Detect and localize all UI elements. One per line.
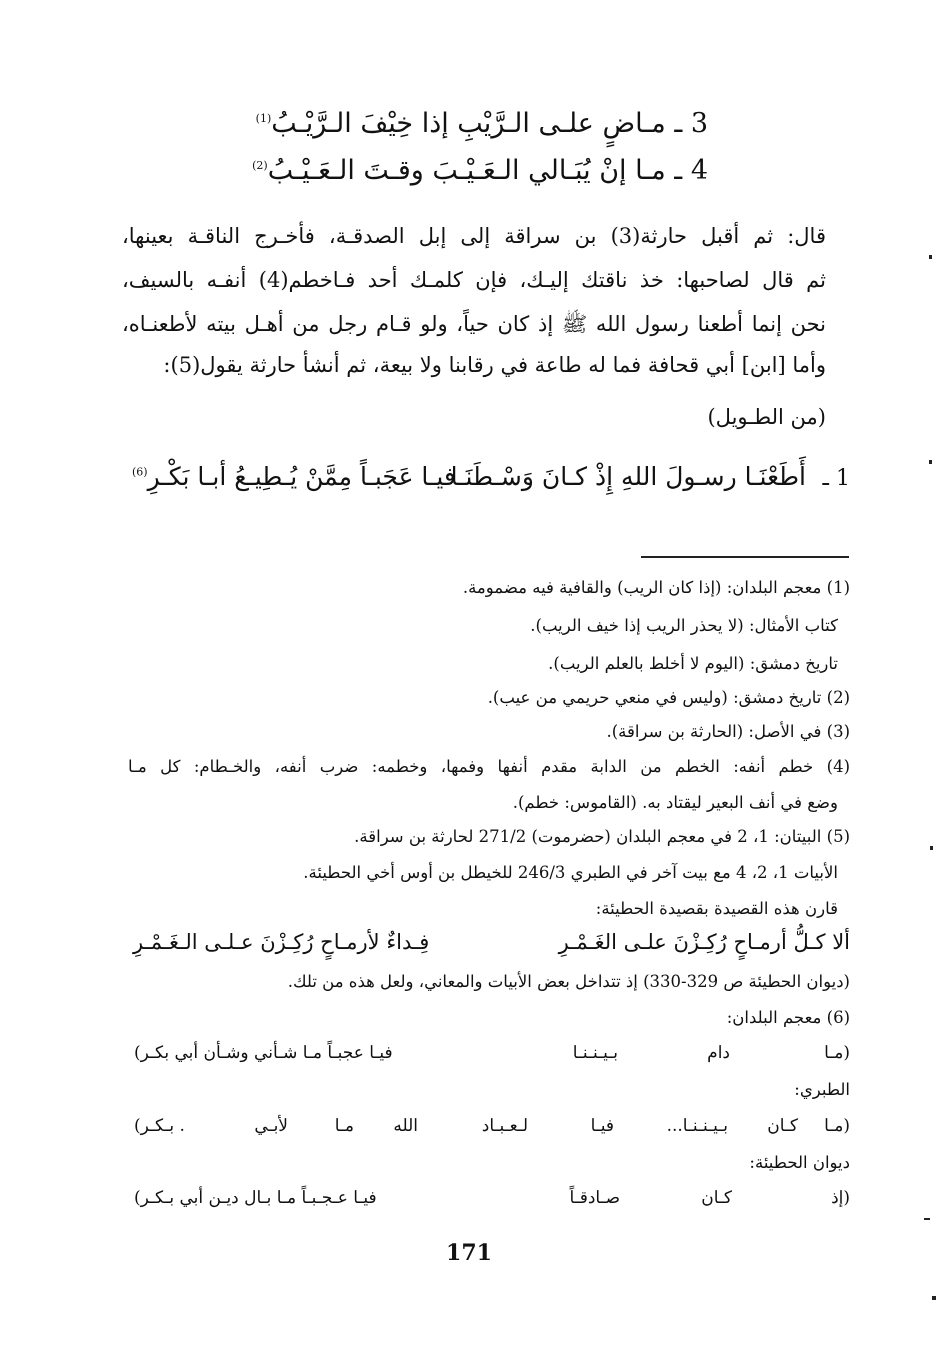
footnote-1-line-2: كتاب الأمثال: (لا يحذر الريب إذا خيف الريب). — [530, 616, 838, 635]
footnote-5-line-2: الأبيات 1، 2، 4 مع بيت آخر في الطبري 246/3 للخيطل بن أوس أخي الحطيئة. — [303, 863, 838, 882]
fn6-variant-2-w2: كـان — [767, 1116, 798, 1136]
fn6-label-hutayah: ديوان الحطيئة: — [749, 1153, 850, 1172]
body-line-3: نحن إنما أطعنا رسول الله ﷺ إذ كان حياً، ولو قـام رجل من أهـل بيته لأطعنـاه، — [122, 312, 826, 336]
verse-4-text: 4 ـ مـا إنْ يُبَـالي الـعَـيْـبَ وقـتَ الـعَـيْـبُ — [267, 155, 708, 186]
fn6-variant-2-w7: مـا — [334, 1116, 354, 1136]
footnote-5-verse-second: فِـداءٌ لأرمـاحٍ رُكِـزْنَ عـلـى الـغَـمْـرِ — [133, 930, 430, 954]
scan-speck — [929, 255, 932, 259]
fn6-variant-3-w1: (إذ — [831, 1188, 850, 1208]
verse-main-second-text: فيـا عَجَبـاً مِمَّنْ يُـطِيـعُ أبـا بَكْـرِ — [147, 462, 456, 491]
scan-speck — [924, 1218, 930, 1220]
footnote-5: (5) البيتان: 1، 2 في معجم البلدان (حضرموت) 271/2 لحارثة بن سراقة. — [354, 827, 850, 846]
fn6-variant-2-w4: فيـا — [590, 1116, 614, 1136]
fn6-variant-2-w6: الله — [393, 1116, 418, 1136]
scan-speck — [929, 460, 932, 464]
fn6-variant-1-w1: (مـا — [824, 1043, 850, 1063]
meter-label: (من الطـويل) — [707, 405, 826, 429]
scan-speck — [932, 1296, 936, 1300]
body-line-4: وأما [ابن] أبي قحافة فما له طاعة في رقابنا ولا بيعة، ثم أنشأ حارثة يقول(5): — [163, 353, 826, 377]
footnote-1: (1) معجم البلدان: (إذا كان الريب) والقافية فيه مضمومة. — [462, 578, 850, 597]
footnote-3: (3) في الأصل: (الحارثة بن سراقة). — [606, 722, 850, 741]
verse-4 — [252, 155, 708, 186]
fn6-variant-2-w1: (مـا — [824, 1116, 850, 1136]
verse-main-first-hemistich: أَطَعْنَـا رسـولَ اللهِ إِذْ كـانَ وَسْـطَنَـا — [450, 462, 806, 491]
footnote-5-line-3: قارن هذه القصيدة بقصيدة الحطيئة: — [595, 899, 838, 918]
footnote-separator — [641, 556, 849, 558]
page-number: 171 — [446, 1240, 492, 1266]
fn6-variant-3-w2: كـان — [701, 1188, 732, 1208]
footnote-4-line-2: وضع في أنف البعير ليقتاد به. (القاموس: خطم). — [512, 793, 838, 812]
footnote-2: (2) تاريخ دمشق: (وليس في منعي حريمي من عيب). — [487, 688, 850, 707]
verse-3 — [256, 108, 708, 139]
body-line-2: ثم قال لصاحبها: خذ ناقتك إليـك، فإن كلمـك أحد فـاخطم(4) أنفـه بالسيف، — [122, 268, 826, 292]
verse-main-second-hemistich — [132, 462, 456, 491]
fn6-variant-3-w4: فيـا عـجـبـاً مـا بـال ديـن أبي بـكـر) — [134, 1188, 377, 1208]
body-line-1: قال: ثم أقبل حارثة(3) بن سراقة إلى إبل الصدقـة، فأخـرج الناقـة بعينها، — [122, 224, 826, 248]
footnote-5-line-4: (ديوان الحطيئة ص 329-330) إذ تتداخل بعض الأبيات والمعاني، ولعل هذه من تلك. — [287, 972, 850, 991]
fn6-variant-2-w8: لأبـي — [254, 1116, 288, 1136]
fn6-variant-3-w3: صـادقـاً — [569, 1188, 620, 1208]
fn6-variant-1-w3: بـيـنـنـا — [572, 1043, 618, 1063]
footnote-ref-2: (2) — [252, 159, 268, 172]
footnote-6: (6) معجم البلدان: — [726, 1008, 850, 1027]
fn6-variant-2-w9: . بـكـر) — [134, 1116, 185, 1136]
footnote-1-line-3: تاريخ دمشق: (اليوم لا أخلط بالعلم الريب). — [548, 654, 838, 673]
fn6-variant-2-w3: بـيـنـنـا... — [666, 1116, 728, 1136]
footnote-4: (4) خطم أنفه: الخطم من الدابة مقدم أنفها وفمها، وخطمه: ضرب أنفه، والخـطام: كل مـا — [128, 757, 850, 776]
footnote-5-verse-first: ألا كـلُّ أرمـاحٍ رُكِـزْنَ علـى الغَـمْـرِ — [558, 930, 850, 954]
fn6-variant-1-w4: فيـا عجبـاً مـا شـأني وشـأن أبي بكـر) — [134, 1043, 393, 1063]
fn6-label-tabari: الطبري: — [794, 1080, 850, 1099]
scan-speck — [930, 846, 933, 850]
fn6-variant-2-w5: لـعـبـاد — [481, 1116, 528, 1136]
fn6-variant-1-w2: دام — [707, 1043, 730, 1063]
verse-3-text: 3 ـ مـاضٍ علـى الـرَّيْبِ إذا خِيْفَ الـرَّيْـبُ — [271, 108, 708, 139]
verse-main-number: 1 ـ — [822, 466, 850, 491]
footnote-ref-6: (6) — [132, 465, 148, 479]
footnote-ref-1: (1) — [255, 112, 272, 125]
